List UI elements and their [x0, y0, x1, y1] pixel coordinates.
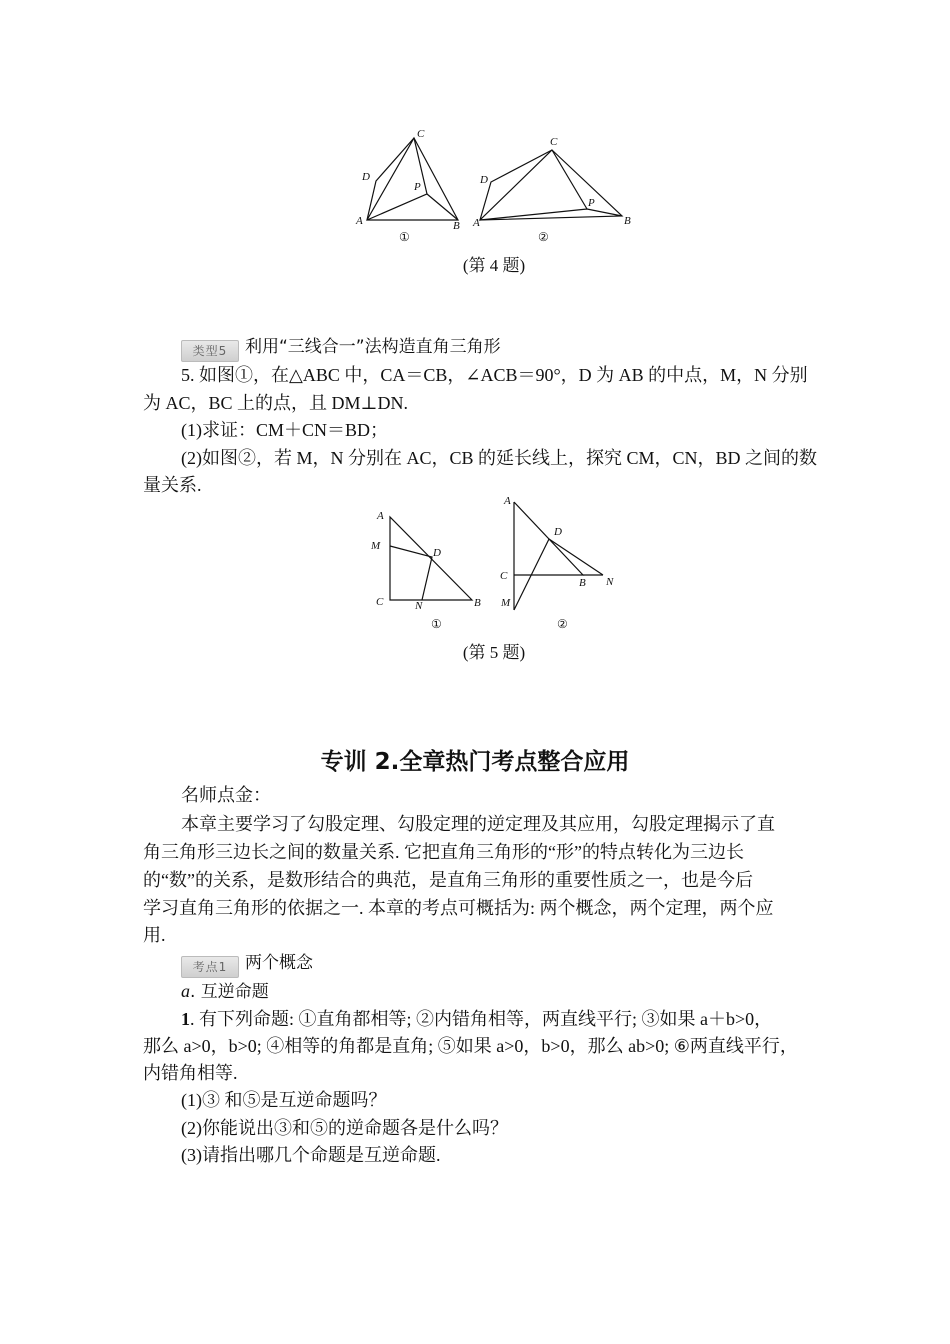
- label-n: N: [606, 576, 614, 588]
- question-1-line-3: 内错角相等.: [143, 1063, 238, 1083]
- intro-line-3: 的“数”的关系，是数形结合的典范，是直角三角形的重要性质之一，也是今后: [143, 870, 753, 890]
- figure-marker: ①: [399, 230, 410, 244]
- figure-marker: ①: [431, 617, 442, 631]
- label-b: B: [474, 597, 481, 609]
- question-1-line-2: 那么 a>0，b>0; ④相等的角都是直角; ⑤如果 a>0，b>0，那么 ab>0; ⑥两直线平行，: [143, 1036, 798, 1056]
- intro-line-4: 学习直角三角形的依据之一. 本章的考点可概括为: 两个概念，两个定理，两个应: [143, 898, 774, 918]
- label-m: M: [501, 597, 511, 609]
- kaodian-1-heading: 两个概念: [245, 953, 313, 973]
- label-n: N: [415, 600, 423, 612]
- type-5-heading-row: [181, 334, 501, 362]
- label-p: P: [588, 197, 595, 209]
- question-4-caption: (第 4 题): [462, 256, 526, 275]
- figure-5-2: [500, 495, 614, 631]
- question-number: 1: [181, 1009, 190, 1029]
- sub-heading-a: [181, 978, 269, 1006]
- question-5-part-2-line-1: (2)如图②，若 M，N 分别在 AC，CB 的延长线上，探究 CM，CN，BD 之间的数: [181, 448, 818, 468]
- label-c: C: [417, 128, 425, 140]
- label-a: A: [356, 215, 363, 227]
- question-5-figure: [360, 490, 630, 635]
- label-b: B: [624, 215, 631, 227]
- label-a: A: [504, 495, 511, 507]
- question-1-part-2: (2)你能说出③和⑤的逆命题各是什么吗？: [181, 1118, 508, 1138]
- label-a: A: [377, 510, 384, 522]
- kaodian-1-tag: 考点1: [181, 956, 239, 978]
- sub-heading-letter: a: [181, 981, 190, 1001]
- question-5-line-2: 为 AC，BC 上的点，且 DM⊥DN.: [143, 393, 408, 413]
- label-p: P: [414, 181, 421, 193]
- question-5-part-1: (1)求证：CM＋CN＝BD；: [181, 420, 389, 440]
- question-1-text: . 有下列命题: ①直角都相等; ②内错角相等，两直线平行; ③如果 a＋b>0，: [190, 1009, 773, 1029]
- type-5-heading: 利用“三线合一”法构造直角三角形: [245, 337, 501, 357]
- label-b: B: [579, 577, 586, 589]
- intro-line-5: 用.: [143, 925, 166, 945]
- question-1-part-1: (1)③ 和⑤是互逆命题吗？: [181, 1090, 387, 1110]
- label-d: D: [362, 171, 370, 183]
- question-4-figure: [350, 125, 640, 250]
- figure-marker: ②: [538, 230, 549, 244]
- label-c: C: [500, 570, 508, 582]
- figure-4-2: [472, 136, 631, 244]
- label-d: D: [554, 526, 562, 538]
- question-5-line-1: 5. 如图①，在△ABC 中，CA＝CB，∠ACB＝90°，D 为 AB 的中点，M，N 分别: [181, 365, 808, 385]
- figure-5-1: [370, 510, 481, 631]
- section-title: 专训 2.全章热门考点整合应用: [320, 749, 630, 775]
- label-c: C: [376, 596, 384, 608]
- question-1-line-1: [181, 1006, 772, 1033]
- intro-label: 名师点金：: [181, 785, 271, 805]
- label-d: D: [433, 547, 441, 559]
- type-5-tag: 类型5: [181, 340, 239, 362]
- figure-4-1: [355, 128, 460, 244]
- question-5-part-2-line-2: 量关系.: [143, 475, 202, 495]
- question-5-caption: (第 5 题): [462, 643, 526, 662]
- label-m: M: [371, 540, 381, 552]
- label-a: A: [473, 217, 480, 229]
- intro-line-1: 本章主要学习了勾股定理、勾股定理的逆定理及其应用，勾股定理揭示了直: [181, 814, 775, 834]
- label-b: B: [453, 220, 460, 232]
- question-1-part-3: (3)请指出哪几个命题是互逆命题.: [181, 1145, 441, 1165]
- label-d: D: [480, 174, 488, 186]
- intro-line-2: 角三角形三边长之间的数量关系. 它把直角三角形的“形”的特点转化为三边长: [143, 842, 744, 862]
- figure-marker: ②: [557, 617, 568, 631]
- kaodian-1-heading-row: [181, 950, 313, 978]
- sub-heading-text: . 互逆命题: [190, 982, 269, 1002]
- label-c: C: [550, 136, 558, 148]
